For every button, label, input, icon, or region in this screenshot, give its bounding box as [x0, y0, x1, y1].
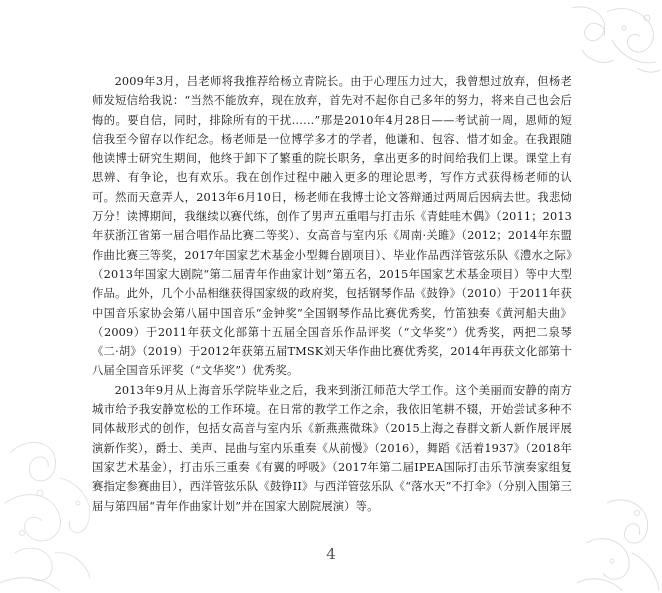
page-body: [92, 72, 572, 516]
corner-ornament-top-right: [552, 0, 662, 80]
body-paragraph-1: 2009年3月，吕老师将我推荐给杨立青院长。由于心理压力过大，我曾想过放弃，但杨老师发短信给我说：“当然不能放弃，现在放弃，首先对不起你自己多年的努力，将来自己也会后悔的。要自信，同时，排除所有的干扰……”那是2010年4月28日——考试前一周，恩师的短信我至今留存以作纪念。杨老师是一位博学多才的学者，他谦和、包容、惜才如金。在我跟随他读博士研究生期间，他终于卸下了繁重的院长职务，拿出更多的时间给我们上课。课堂上有思辨、有争论，也有欢乐。我在创作过程中融入更多的理论思考，写作方式获得杨老师的认可。然而天意弄人，2013年6月10日，杨老师在我博士论文答辩通过两周后因病去世。我悲恸万分！读博期间，我继续以赛代练，创作了男声五重唱与打击乐《青蛙哇木偶》（2011；2013年获浙江省第一届合唱作品比赛二等奖）、女高音与室内乐《周南·关雎》（2012；2014年东盟作曲比赛三等奖，2017年国家艺术基金小型舞台剧项目）、毕业作品西洋管弦乐队《澧水之际》（2013年国家大剧院“第二届青年作曲家计划”第五名，2015年国家艺术基金项目）等中大型作品。此外，几个小品相继获得国家级的政府奖，包括钢琴作品《鼓铮》（2010）于2011年获中国音乐家协会第八届中国音乐“金钟奖”全国钢琴作品比赛优秀奖，竹笛独奏《黄河船夫曲》（2009）于2011年获文化部第十五届全国音乐作品评奖（“文华奖”）优秀奖，两把二泉琴《二·胡》（2019）于2012年获第五届TMSK刘天华作曲比赛优秀奖，2014年再获文化部第十八届全国音乐评奖（“文华奖”）优秀奖。: [92, 75, 572, 378]
corner-ornament-bottom-right: [567, 483, 662, 593]
body-paragraph-2: 2013年9月从上海音乐学院毕业之后，我来到浙江师范大学工作。这个美丽而安静的南方城市给予我安静宽松的工作环境。在日常的教学工作之余，我依旧笔耕不辍，开始尝试多种不同体裁形式的创作，包括女高音与室内乐《新燕燕微珠》（2015上海之春群文新人新作展评展演新作奖），爵士、美声、昆曲与室内乐重奏《从前慢》（2016），舞蹈《活着1937》（2018年国家艺术基金），打击乐三重奏《有翼的呼吸》（2017年第二届IPEA国际打击乐节演奏家组复赛指定参赛曲目），西洋管弦乐队《鼓铮II》与西洋管弦乐队《“落水天”不打伞》（分别入围第三届与第四届“青年作曲家计划”并在国家大剧院展演）等。: [92, 383, 572, 513]
page-number: 4: [326, 545, 336, 563]
